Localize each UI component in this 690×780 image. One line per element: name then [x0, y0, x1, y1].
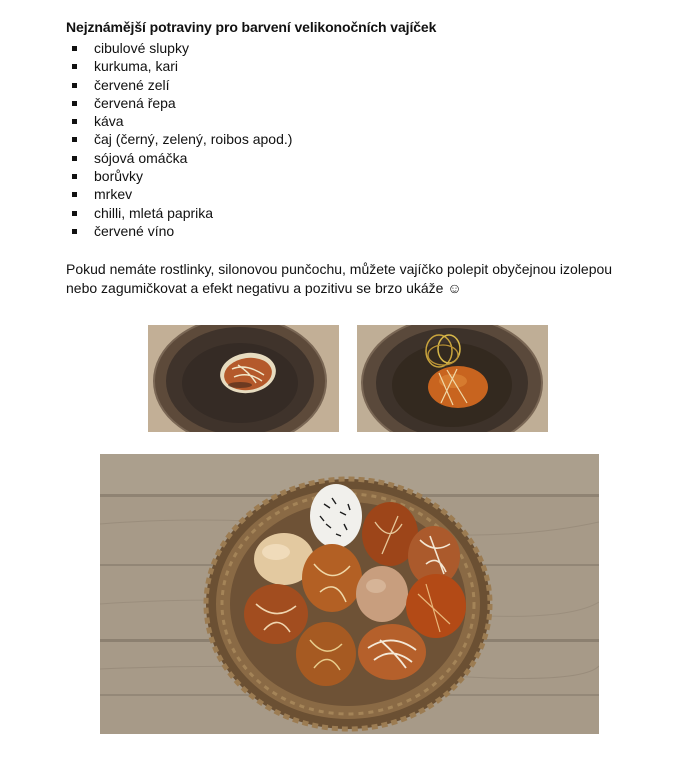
list-item: červené zelí	[66, 76, 292, 94]
bullet-icon	[72, 156, 77, 161]
bullet-icon	[72, 192, 77, 197]
bullet-icon	[72, 101, 77, 106]
bullet-icon	[72, 119, 77, 124]
list-item: chilli, mletá paprika	[66, 204, 292, 222]
bullet-icon	[72, 174, 77, 179]
photo-basket-of-eggs	[100, 454, 599, 734]
bullet-icon	[72, 229, 77, 234]
document-heading: Nejznámější potraviny pro barvení velikonočních vajíček	[66, 19, 437, 35]
dye-foods-list	[66, 39, 292, 240]
photo-egg-in-bowl-image	[148, 325, 339, 432]
list-item: káva	[66, 112, 292, 130]
tip-paragraph: Pokud nemáte rostlinky, silonovou punčochu, můžete vajíčko polepit obyčejnou izolepou nebo zagumičkovat a efekt negativu a pozitivu se brzo ukáže ☺	[66, 261, 613, 296]
bullet-icon	[72, 64, 77, 69]
list-item: kurkuma, kari	[66, 57, 292, 75]
photo-basket-of-eggs-image	[100, 454, 599, 734]
list-item: borůvky	[66, 167, 292, 185]
list-item: mrkev	[66, 185, 292, 203]
list-item: sójová omáčka	[66, 149, 292, 167]
list-item: červené víno	[66, 222, 292, 240]
list-item: červená řepa	[66, 94, 292, 112]
photo-egg-with-rubber-bands-image	[357, 325, 548, 432]
photo-egg-with-rubber-bands	[357, 325, 548, 432]
photo-egg-in-bowl	[148, 325, 339, 432]
list-item: čaj (černý, zelený, roibos apod.)	[66, 130, 292, 148]
list-item: cibulové slupky	[66, 39, 292, 57]
bullet-icon	[72, 46, 77, 51]
bullet-icon	[72, 83, 77, 88]
bullet-icon	[72, 211, 77, 216]
bullet-icon	[72, 137, 77, 142]
